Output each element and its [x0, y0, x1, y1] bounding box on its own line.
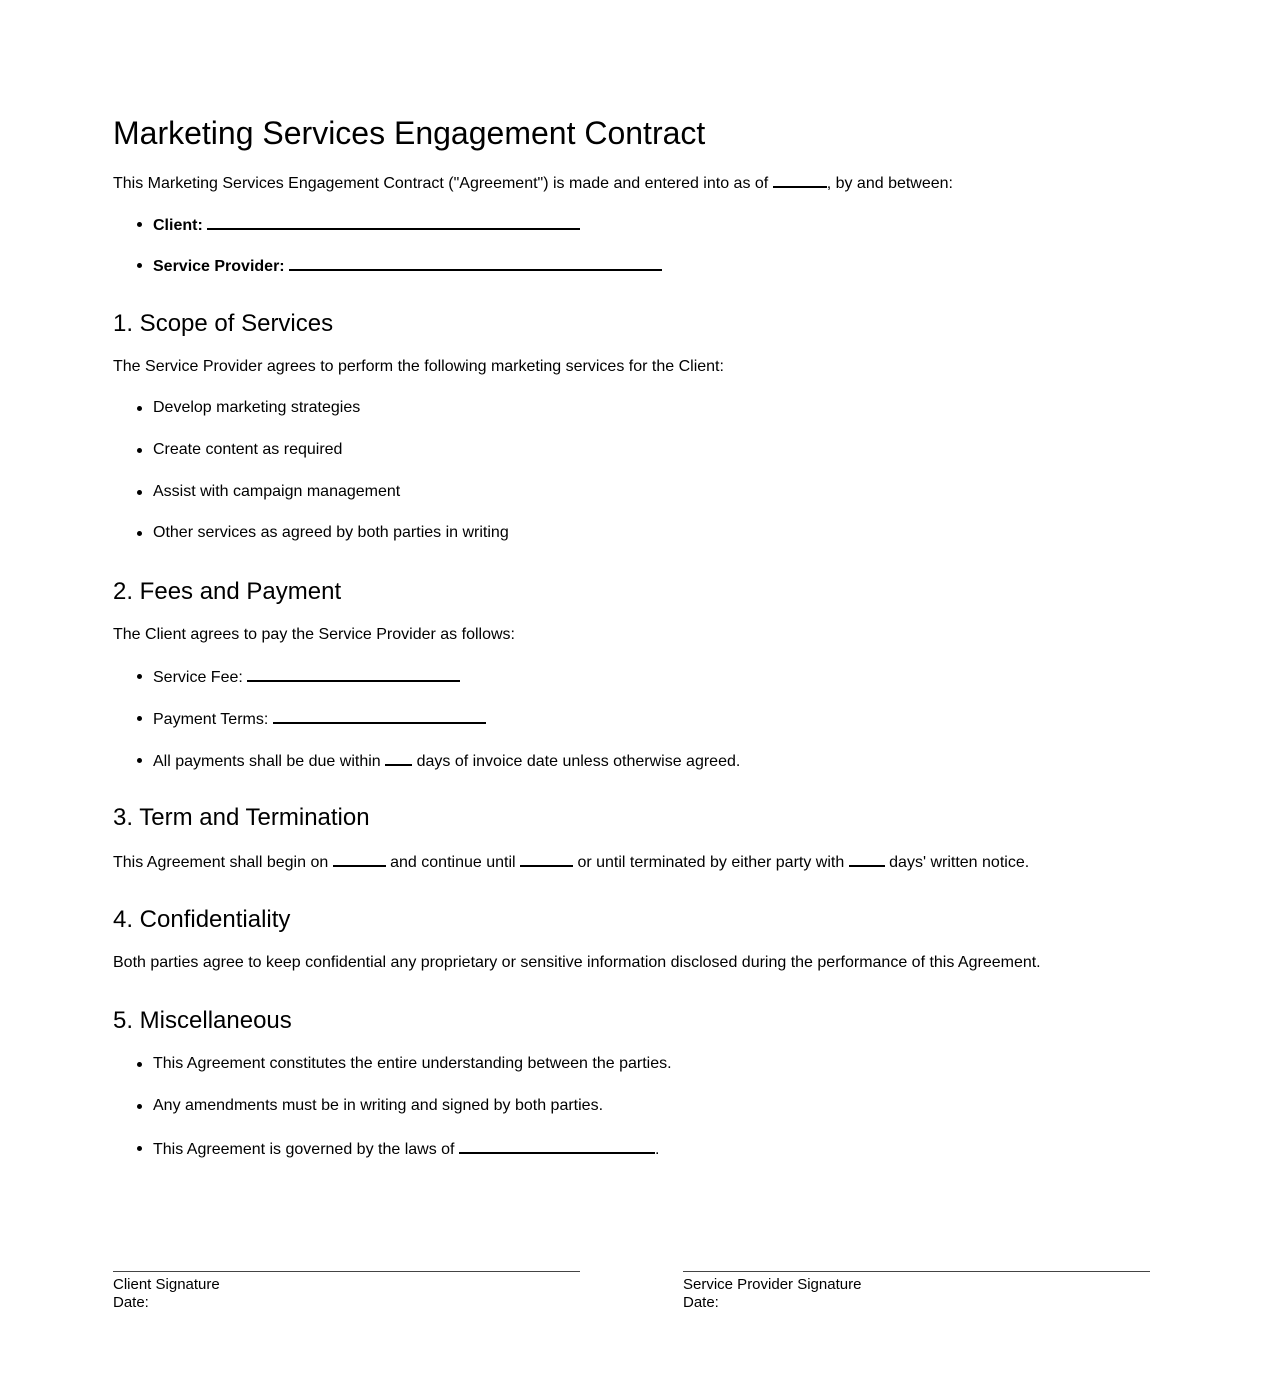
section-heading-scope: 1. Scope of Services — [113, 310, 334, 337]
section-heading-confidentiality: 4. Confidentiality — [113, 906, 291, 933]
client-name-blank[interactable] — [207, 214, 580, 230]
list-item-text: Any amendments must be in writing and signed by both parties. — [153, 1097, 604, 1114]
list-item-governing-law — [153, 1138, 659, 1160]
governing-law-blank[interactable] — [459, 1138, 655, 1154]
document-title: Marketing Services Engagement Contract — [113, 115, 706, 151]
list-item — [153, 523, 509, 543]
bullet-icon — [137, 1104, 142, 1109]
intro-text-after: , by and between: — [826, 175, 953, 192]
service-fee-blank[interactable] — [247, 666, 460, 682]
payment-days-blank[interactable] — [385, 750, 412, 766]
bullet-icon — [137, 1062, 142, 1067]
bullet-icon — [137, 263, 142, 268]
bullet-icon — [137, 1146, 142, 1151]
section-heading-fees: 2. Fees and Payment — [113, 578, 342, 605]
client-signature-line[interactable] — [113, 1271, 580, 1272]
list-item-service-fee — [153, 666, 460, 688]
list-item — [153, 440, 342, 460]
list-item-text: Other services as agreed by both parties in writing — [153, 524, 509, 541]
notice-days-blank[interactable] — [849, 851, 885, 867]
list-item-text: Develop marketing strategies — [153, 399, 361, 416]
list-item-text: Payment Terms: — [153, 711, 269, 728]
agreement-date-blank[interactable] — [773, 172, 827, 188]
list-item — [153, 398, 360, 418]
party-label: Service Provider: — [153, 258, 285, 275]
confidentiality-paragraph: Both parties agree to keep confidential any proprietary or sensitive information disclosed during the performance of this Agreement. — [113, 954, 1041, 971]
list-item — [153, 1054, 672, 1074]
bullet-icon — [137, 406, 142, 411]
intro-text-before: This Marketing Services Engagement Contract ("Agreement") is made and entered into as of — [113, 175, 773, 192]
bullet-icon — [137, 222, 142, 227]
bullet-icon — [137, 758, 142, 763]
list-item-text: Service Fee: — [153, 669, 243, 686]
client-date-label: Date: — [113, 1294, 149, 1311]
bullet-icon — [137, 490, 142, 495]
bullet-icon — [137, 674, 142, 679]
list-item — [153, 1096, 603, 1116]
service-provider-date-label: Date: — [683, 1294, 719, 1311]
term-text: and continue until — [385, 854, 521, 871]
scope-lead: The Service Provider agrees to perform the following marketing services for the Client: — [113, 358, 724, 375]
term-text: days' written notice. — [884, 854, 1030, 871]
party-client — [153, 214, 580, 236]
list-item-payment-due — [153, 750, 740, 772]
list-item-text: Create content as required — [153, 441, 343, 458]
term-text: This Agreement shall begin on — [113, 854, 333, 871]
end-date-blank[interactable] — [520, 851, 573, 867]
party-label: Client: — [153, 217, 203, 234]
intro-paragraph — [113, 172, 953, 194]
client-signature-label: Client Signature — [113, 1276, 220, 1293]
service-provider-signature-label: Service Provider Signature — [683, 1276, 862, 1293]
list-item-text: Assist with campaign management — [153, 483, 401, 500]
list-item — [153, 482, 400, 502]
list-item-text: This Agreement constitutes the entire understanding between the parties. — [153, 1055, 672, 1072]
bullet-icon — [137, 716, 142, 721]
list-item-text: All payments shall be due within — [153, 753, 386, 770]
list-item-payment-terms — [153, 708, 486, 730]
section-heading-term: 3. Term and Termination — [113, 804, 370, 831]
service-provider-signature-line[interactable] — [683, 1271, 1150, 1272]
start-date-blank[interactable] — [333, 851, 386, 867]
bullet-icon — [137, 531, 142, 536]
term-text: or until terminated by either party with — [573, 854, 849, 871]
client-signature-block — [113, 1271, 580, 1311]
list-item-text: . — [654, 1141, 660, 1158]
list-item-text: This Agreement is governed by the laws of — [153, 1141, 459, 1158]
service-provider-signature-block — [683, 1271, 1150, 1311]
payment-terms-blank[interactable] — [273, 708, 486, 724]
list-item-text: days of invoice date unless otherwise agreed. — [412, 753, 741, 770]
fees-lead: The Client agrees to pay the Service Provider as follows: — [113, 626, 515, 643]
section-heading-miscellaneous: 5. Miscellaneous — [113, 1007, 292, 1034]
bullet-icon — [137, 448, 142, 453]
service-provider-name-blank[interactable] — [289, 255, 662, 271]
party-service-provider — [153, 255, 662, 277]
term-paragraph — [113, 851, 1029, 873]
